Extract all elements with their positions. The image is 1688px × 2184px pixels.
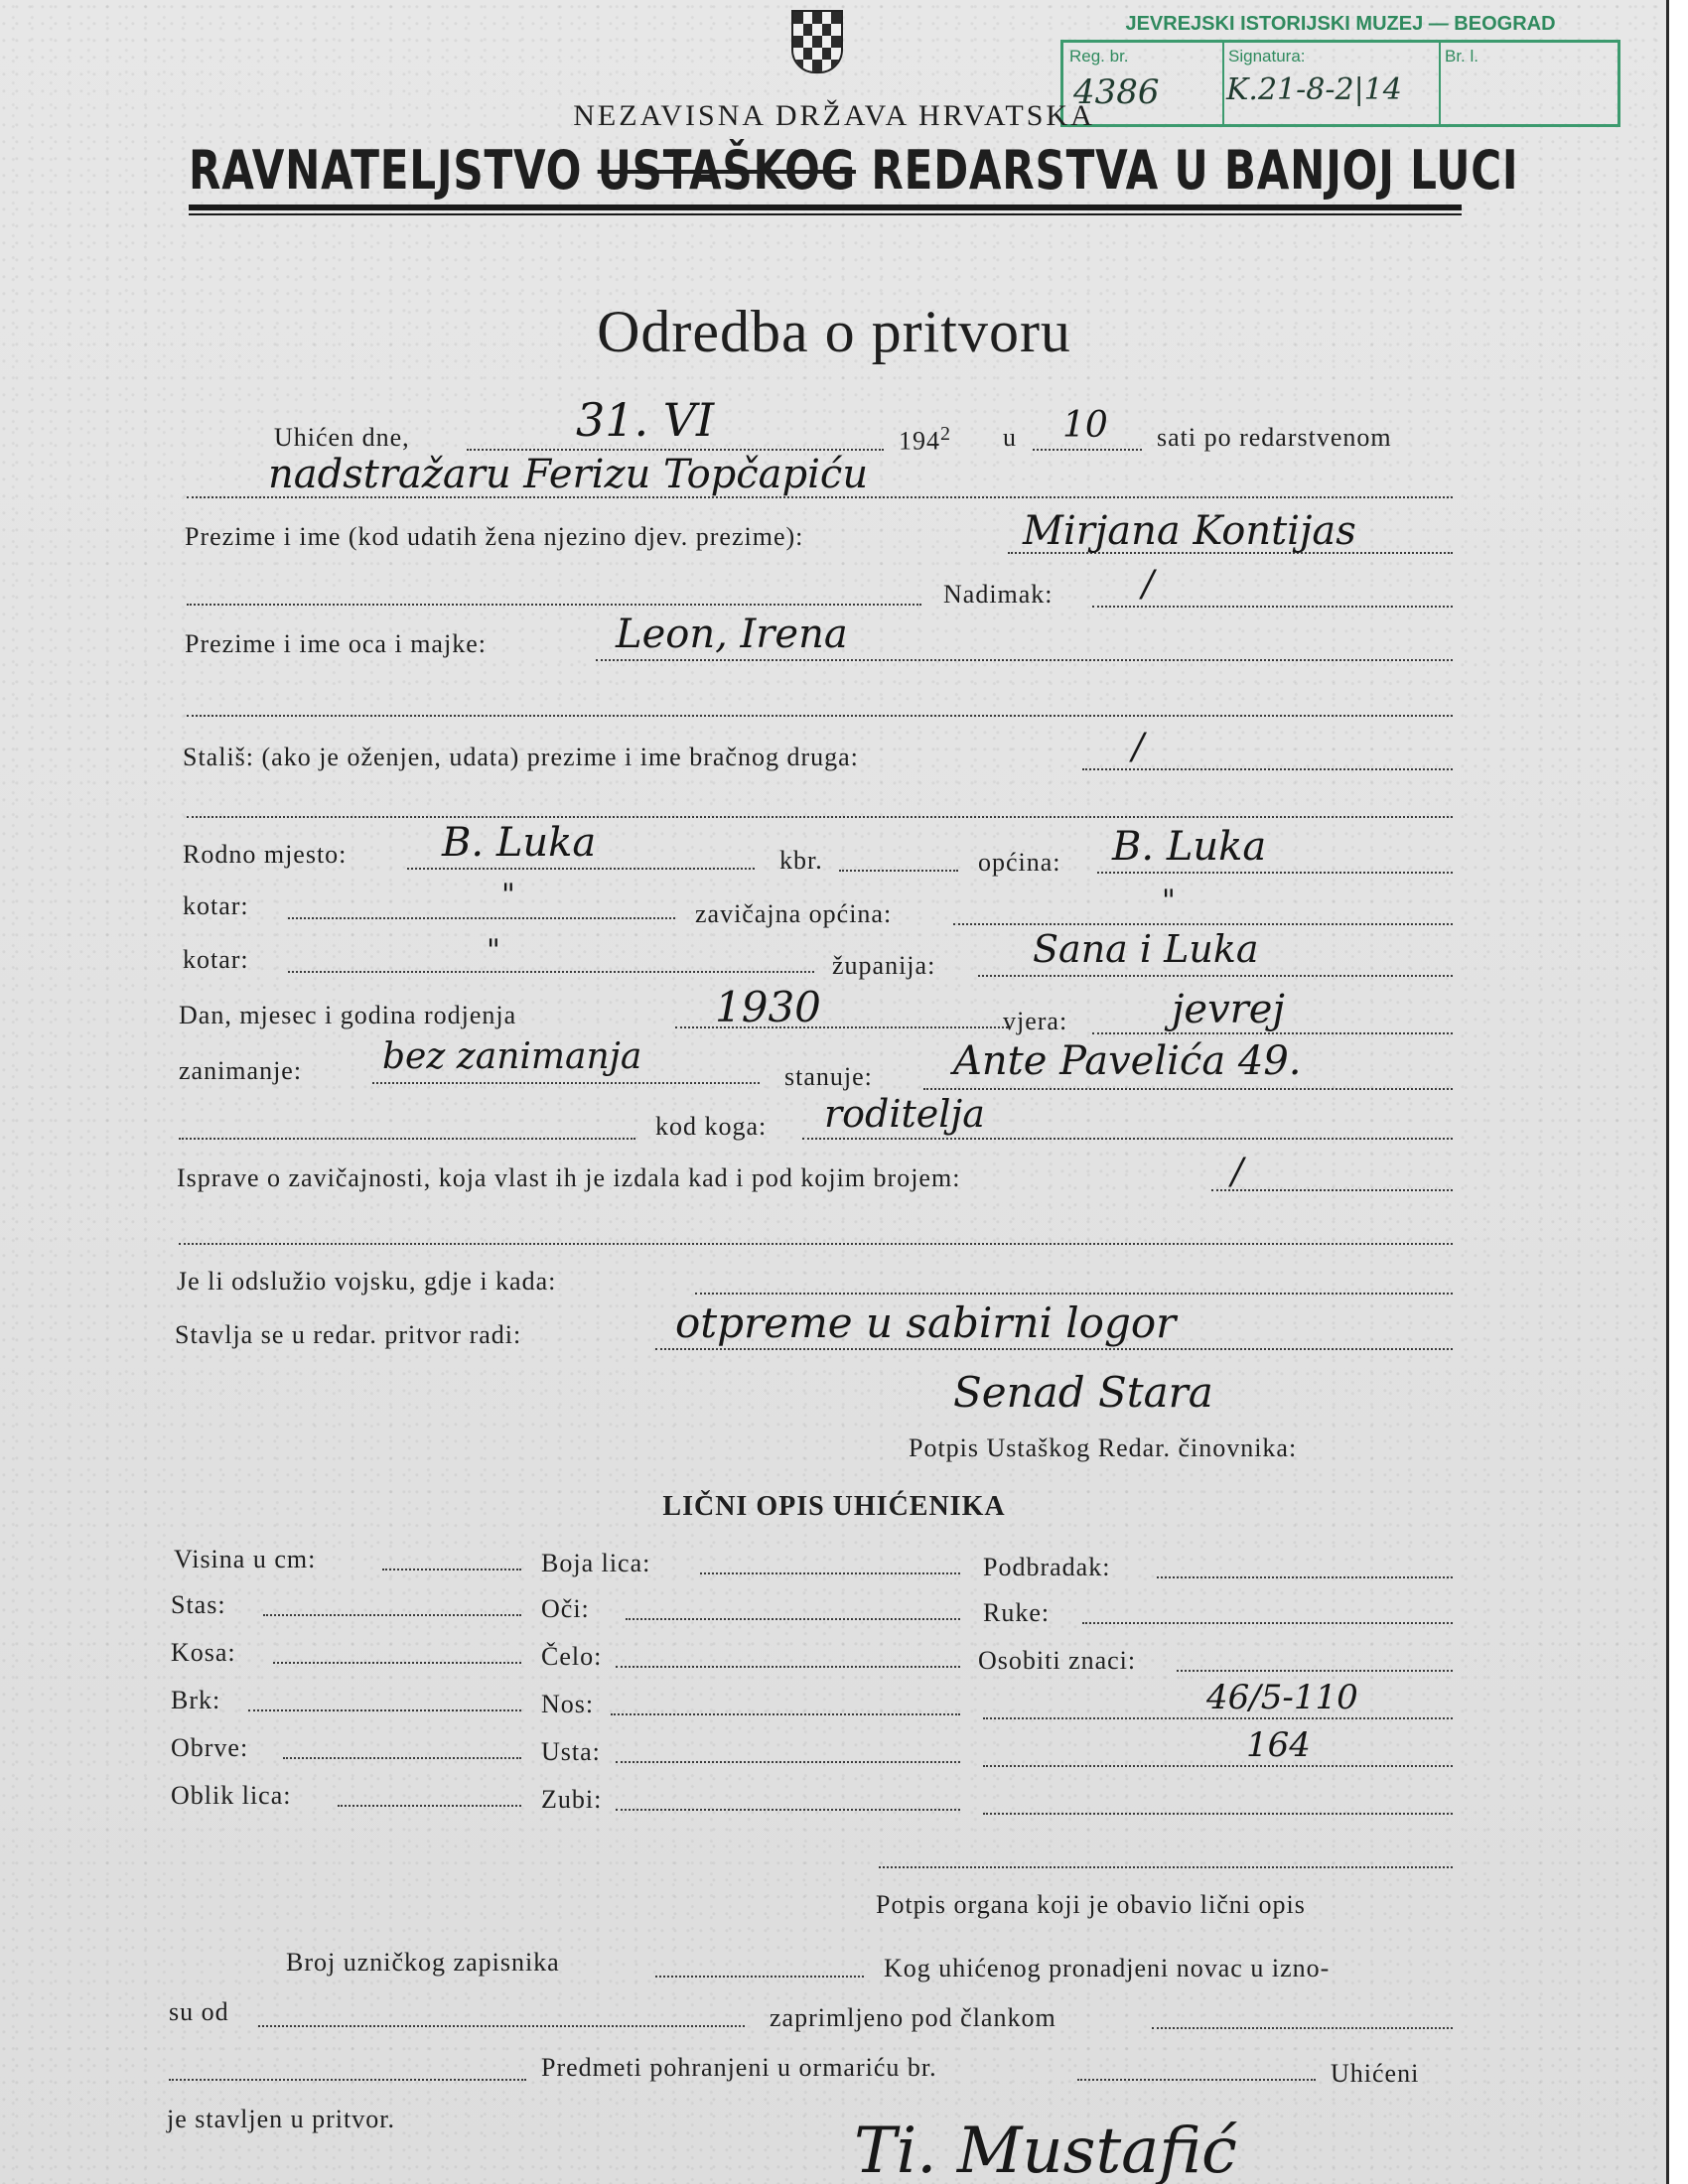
header-rule: [189, 205, 1462, 210]
stamp-reg-label: Reg. br.: [1069, 47, 1129, 66]
value-kotar-2: ": [487, 933, 500, 968]
line-ormaric: [1077, 2079, 1316, 2081]
signature-final: Ti. Mustafić: [854, 2115, 1237, 2184]
line-vjera: [1092, 1032, 1453, 1034]
label-potpis-redar: Potpis Ustaškog Redar. činovnika:: [909, 1433, 1298, 1462]
line-isprave: [1211, 1189, 1453, 1191]
line-zaprimljeno: [1152, 2027, 1453, 2029]
stamp-signatura-label: Signatura:: [1228, 47, 1306, 66]
value-zupanija: Sana i Luka: [1033, 927, 1259, 971]
desc-line: [248, 1709, 521, 1711]
label-dan-rodjenja: Dan, mjesec i godina rodjenja: [179, 1001, 517, 1029]
line-zavicajna: [953, 923, 1453, 925]
desc-label: Ruke:: [983, 1598, 1051, 1627]
desc-line: [283, 1757, 521, 1759]
directorate-name: RAVNATELJSTVO USTAŠKOG REDARSTVA U BANJOJ LUCI: [189, 139, 1519, 202]
label-kotar-1: kotar:: [183, 891, 249, 920]
label-stalis: Stališ: (ako je oženjen, udata) prezime i ime bračnog druga:: [183, 743, 859, 771]
header-rule-thin: [189, 213, 1462, 215]
line-kbr: [839, 870, 958, 872]
label-prezime-ime: Prezime i ime (kod udatih žena njezino djev. prezime):: [185, 522, 804, 551]
value-zavicajna: ": [1162, 884, 1176, 918]
label-zavicajna: zavičajna općina:: [695, 899, 893, 928]
label-vojska: Je li odslužio vojsku, gdje i kada:: [177, 1267, 557, 1296]
desc-line: [616, 1809, 960, 1811]
desc-line: [626, 1618, 960, 1620]
state-name: NEZAVISNA DRŽAVA HRVATSKA: [573, 99, 1095, 132]
label-predmeti: Predmeti pohranjeni u ormariću br.: [541, 2053, 937, 2082]
sheet-edge: [1666, 0, 1688, 2184]
label-zanimanje: zanimanje:: [179, 1056, 303, 1085]
value-rodno: B. Luka: [442, 820, 597, 866]
line-kotar-1: [288, 917, 675, 919]
value-prezime-ime: Mirjana Kontijas: [1023, 508, 1356, 554]
line-broj-zapisnika: [655, 1976, 864, 1978]
label-kog-uhicenog: Kog uhićenog pronadjeni novac u izno-: [884, 1954, 1331, 1982]
label-roditelji: Prezime i ime oca i majke:: [185, 629, 487, 658]
desc-label: Brk:: [171, 1686, 221, 1714]
label-potpis-organa: Potpis organa koji je obavio lični opis: [876, 1890, 1306, 1919]
line-pritvor: [655, 1348, 1453, 1350]
desc-line: [1177, 1670, 1453, 1672]
desc-label: Zubi:: [541, 1785, 603, 1814]
desc-label: Podbradak:: [983, 1553, 1111, 1581]
line-su-od: [258, 2025, 745, 2027]
line-predmeti-pre: [169, 2079, 526, 2081]
line-zanimanje: [372, 1082, 760, 1084]
desc-label: Oblik lica:: [171, 1781, 292, 1810]
line-hour: [1033, 449, 1142, 451]
line-vojska: [695, 1293, 1453, 1295]
signature-officer: Senad Stara: [953, 1368, 1213, 1417]
desc-note-2: 164: [1246, 1725, 1311, 1765]
value-kotar-1: ": [501, 878, 515, 912]
stamp-heading: JEVREJSKI ISTORIJSKI MUZEJ — BEOGRAD: [1125, 13, 1556, 35]
label-kotar-2: kotar:: [183, 945, 249, 974]
value-roditelji: Leon, Irena: [616, 612, 848, 657]
line-roditelji-2: [187, 715, 1453, 717]
line-potpis-organa: [879, 1866, 1453, 1868]
value-uhicen-date: 31. VI: [576, 393, 715, 447]
value-vjera: jevrej: [1172, 987, 1285, 1032]
label-opcina: općina:: [978, 848, 1061, 877]
value-opcina: B. Luka: [1112, 824, 1267, 870]
value-stalis: /: [1132, 727, 1145, 767]
desc-line: [983, 1717, 1453, 1719]
coat-of-arms-icon: [791, 10, 843, 73]
stamp-signatura-value: K.21-8-2|14: [1226, 72, 1402, 107]
value-zanimanje: bez zanimanja: [382, 1036, 642, 1077]
value-stanuje: Ante Pavelića 49.: [953, 1038, 1302, 1084]
section-licni-opis: LIČNI OPIS UHIĆENIKA: [662, 1491, 1006, 1522]
desc-line: [263, 1614, 521, 1616]
label-stavljen: je stavljen u pritvor.: [167, 2105, 395, 2133]
desc-line: [616, 1761, 960, 1763]
label-kod-koga: kod koga:: [655, 1112, 768, 1141]
label-zaprimljeno: zaprimljeno pod člankom: [770, 2003, 1056, 2032]
desc-line: [338, 1805, 521, 1807]
label-kbr: kbr.: [779, 846, 823, 875]
line-row-nadimak: [187, 604, 921, 606]
label-su-od: su od: [169, 1997, 229, 2026]
desc-label: Visina u cm:: [174, 1545, 317, 1573]
value-hour: 10: [1062, 405, 1108, 446]
line-stanuje: [923, 1088, 1453, 1090]
line-stalis: [1082, 768, 1453, 770]
label-u: u: [1003, 423, 1017, 452]
label-uhicen-dne: Uhićen dne,: [274, 423, 410, 452]
desc-label: Čelo:: [541, 1642, 603, 1671]
label-broj-zapisnika: Broj uzničkog zapisnika: [286, 1948, 560, 1977]
label-vjera: vjera:: [1003, 1007, 1068, 1035]
line-zupanija: [978, 975, 1453, 977]
value-kod-koga: roditelja: [824, 1092, 985, 1136]
value-officer: nadstražaru Ferizu Topčapiću: [268, 452, 869, 497]
desc-label: Kosa:: [171, 1638, 236, 1667]
desc-label: Oči:: [541, 1594, 590, 1623]
label-zupanija: županija:: [832, 951, 936, 980]
value-nadimak: /: [1142, 564, 1155, 605]
desc-note-1: 46/5-110: [1206, 1678, 1358, 1717]
desc-line: [1157, 1576, 1453, 1578]
desc-label: Nos:: [541, 1690, 595, 1718]
label-rodno: Rodno mjesto:: [183, 840, 348, 869]
line-isprave-2: [179, 1243, 1453, 1245]
line-opcina: [1097, 872, 1453, 874]
desc-label: Usta:: [541, 1737, 601, 1766]
line-rodno: [407, 868, 755, 870]
line-kod-koga: [802, 1138, 1453, 1140]
label-year: $194^2$: [899, 423, 951, 456]
desc-line: [1082, 1622, 1453, 1624]
label-pritvor: Stavlja se u redar. pritvor radi:: [175, 1320, 522, 1349]
desc-line: [983, 1765, 1453, 1767]
desc-line: [700, 1572, 960, 1574]
desc-label: Obrve:: [171, 1733, 249, 1762]
line-uhicen-date: [467, 449, 884, 451]
line-nadimak: [1092, 606, 1453, 608]
label-isprave: Isprave o zavičajnosti, koja vlast ih je izdala kad i pod kojim brojem:: [177, 1163, 961, 1192]
label-stanuje: stanuje:: [784, 1062, 873, 1091]
value-dan-rodjenja: 1930: [715, 983, 821, 1031]
desc-line: [611, 1713, 960, 1715]
value-pritvor: otpreme u sabirni logor: [675, 1298, 1177, 1347]
line-kod-koga-pre: [179, 1138, 635, 1140]
document-title: Odredba o pritvoru: [597, 299, 1071, 364]
desc-line: [616, 1666, 960, 1668]
line-kotar-2: [288, 971, 814, 973]
stamp-third-label: Br. l.: [1445, 47, 1479, 66]
label-nadimak: Nadimak:: [943, 580, 1054, 609]
stamp-reg-value: 4386: [1073, 72, 1160, 112]
desc-label: Stas:: [171, 1590, 226, 1619]
desc-line: [983, 1813, 1453, 1815]
label-sati: sati po redarstvenom: [1157, 423, 1392, 452]
desc-line: [273, 1662, 521, 1664]
desc-label: Osobiti znaci:: [978, 1646, 1137, 1675]
desc-line: [382, 1569, 521, 1570]
line-stalis-2: [187, 816, 1453, 818]
desc-label: Boja lica:: [541, 1549, 651, 1577]
line-roditelji: [596, 659, 1453, 661]
label-uhiceni: Uhićeni: [1331, 2059, 1420, 2088]
value-isprave: /: [1231, 1152, 1244, 1192]
